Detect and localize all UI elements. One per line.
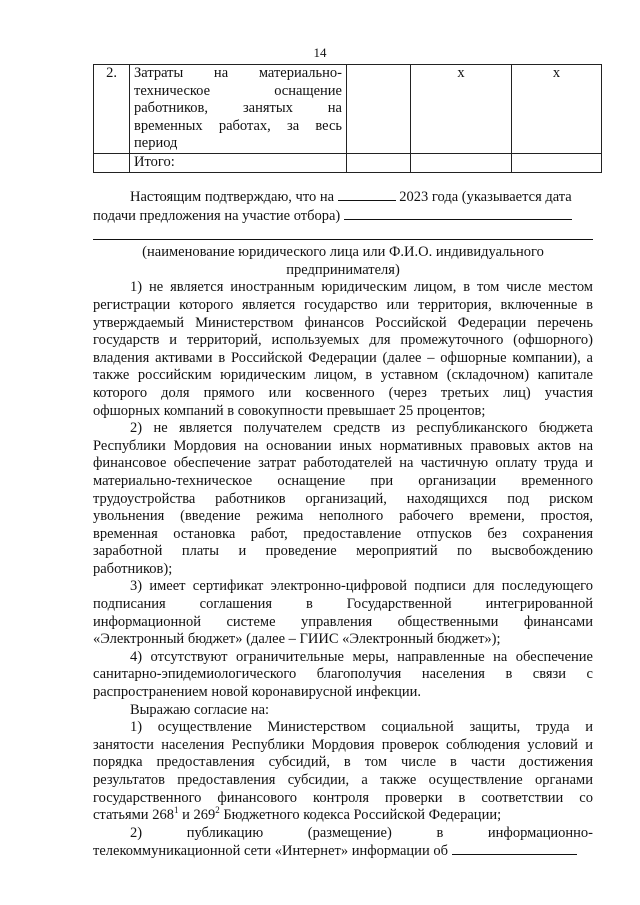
paragraph-4 bbox=[93, 649, 593, 702]
text-line: 1) осуществление Министерством социальной защиты, труда и bbox=[130, 719, 593, 736]
total-cell-4 bbox=[411, 153, 512, 172]
article-text-c: Бюджетного кодекса Российской Федерации; bbox=[219, 807, 502, 824]
text-line: информационной системе управления общественными финансами bbox=[93, 613, 593, 630]
text-line: 3) имеет сертификат электронно-цифровой подписи для последующего bbox=[130, 578, 593, 595]
consent2-text: телекоммуникационной сети «Интернет» информации об bbox=[93, 843, 448, 860]
table-row bbox=[94, 65, 602, 154]
table-total-row bbox=[94, 153, 602, 172]
article-text-a: статьями 268 bbox=[93, 807, 174, 824]
text-line: порядка предоставления субсидий, в том числе в части достижения bbox=[93, 754, 593, 771]
text-line: увольнения (введение режима неполного рабочего времени, простоя, bbox=[93, 508, 593, 525]
caption-line-2: предпринимателя) bbox=[286, 261, 400, 278]
text-line: занятости населения Республики Мордовия проверок соблюдения условий и bbox=[93, 736, 593, 753]
text-line: временная остановка работ, предоставление отпусков без сохранения bbox=[93, 525, 593, 542]
consent-heading-text: Выражаю согласие на: bbox=[130, 701, 270, 718]
text-line: 2) не является получателем средств из республиканского бюджета bbox=[130, 420, 593, 437]
total-row-number bbox=[94, 153, 130, 172]
name-rule bbox=[93, 225, 593, 240]
text-line: результатов предоставления субсидии, а также осуществление органами bbox=[93, 772, 593, 788]
text-line: регистрации которого является государство или территория, включенные в bbox=[93, 296, 593, 313]
row-number: 2. bbox=[94, 65, 130, 154]
text-line: подписания соглашения в Государственной интегрированной bbox=[93, 596, 593, 613]
row-name-line: техническое оснащение bbox=[134, 82, 342, 99]
text-line: Республики Мордовия на основании иных нормативных правовых актов на bbox=[93, 437, 593, 454]
text-line: утверждаемый Министерством финансов Российской Федерации перечень bbox=[93, 314, 593, 331]
confirm-paragraph bbox=[93, 188, 593, 240]
row-cell-3 bbox=[347, 65, 411, 154]
total-cell-5 bbox=[512, 153, 602, 172]
paragraph-1 bbox=[93, 279, 593, 420]
row-cell-5: х bbox=[512, 65, 602, 154]
text-line: материально-техническое оснащение при организации временного bbox=[93, 472, 593, 489]
total-label: Итого: bbox=[130, 153, 347, 172]
text-line: также российским юридическим лицом, в уставном (складочном) капитале bbox=[93, 367, 593, 384]
text-line: заработной платы и проведение мероприятий по высвобождению bbox=[93, 543, 593, 560]
applicant-blank bbox=[344, 207, 572, 220]
text-line: 4) отсутствуют ограничительные меры, направленные на обеспечение bbox=[130, 648, 593, 665]
text-line: финансовое обеспечение затрат работодателей на частичную оплату труда и bbox=[93, 455, 593, 472]
cost-table bbox=[93, 64, 602, 173]
text-line: работников); bbox=[93, 560, 173, 577]
consent-item-1 bbox=[93, 719, 593, 825]
text-line: распространением новой коронавирусной инфекции. bbox=[93, 684, 422, 701]
text-line bbox=[93, 842, 593, 861]
name-caption bbox=[93, 244, 593, 279]
confirm-text-a: Настоящим подтверждаю, что на bbox=[130, 189, 335, 205]
confirm-text-b: 2023 года (указывается дата bbox=[399, 189, 572, 205]
text-line: «Электронный бюджет» (далее – ГИИС «Электронный бюджет»); bbox=[93, 631, 501, 648]
text-line: которого доля прямого или косвенного (через третьих лиц) участия bbox=[93, 384, 593, 401]
paragraph-3 bbox=[93, 578, 593, 648]
footnote-mark-2: 2 bbox=[215, 805, 220, 816]
row-name-line: временных работах, за весь bbox=[134, 117, 342, 134]
total-cell-3 bbox=[347, 153, 411, 172]
text-line: трудоустройства работников организаций, находящихся под риском bbox=[93, 490, 593, 507]
footnote-mark-1: 1 bbox=[173, 805, 179, 816]
consent-heading bbox=[93, 702, 593, 720]
caption-line-1: (наименование юридического лица или Ф.И.О. индивидуального bbox=[142, 244, 544, 261]
text-line: 1) не является иностранным юридическим лицом, в том числе местом bbox=[130, 279, 593, 296]
confirm-text-c: подачи предложения на участие отбора) bbox=[93, 207, 341, 224]
document-body bbox=[93, 188, 593, 861]
confirm-line-1 bbox=[93, 188, 593, 207]
text-line: санитарно-эпидемиологического благополучия населения в связи с bbox=[93, 666, 593, 683]
paragraph-2 bbox=[93, 420, 593, 578]
row-name-line: Затраты на материально- bbox=[134, 65, 342, 81]
article-text-b: и 269 bbox=[178, 807, 216, 824]
date-blank bbox=[338, 188, 396, 201]
text-line: офшорных компаний в совокупности превышает 25 процентов; bbox=[93, 402, 486, 419]
page-number: 14 bbox=[313, 45, 327, 60]
text-line: 2) публикацию (размещение) в информационно- bbox=[130, 824, 593, 841]
text-line-with-footnotes bbox=[93, 807, 593, 825]
row-cell-4: х bbox=[411, 65, 512, 154]
consent-item-2 bbox=[93, 825, 593, 861]
info-blank bbox=[452, 842, 577, 855]
row-name-line: работников, занятых на bbox=[134, 100, 342, 117]
confirm-line-2 bbox=[93, 207, 593, 226]
row-name-line: период bbox=[134, 135, 178, 152]
row-name bbox=[130, 65, 347, 154]
text-line: владения активами в Российской Федерации (далее – офшорные компании), а bbox=[93, 349, 593, 366]
text-line: государственного финансового контроля проверки в соответствии со bbox=[93, 789, 593, 806]
text-line: государств и территорий, используемых для промежуточного (офшорного) bbox=[93, 332, 593, 349]
